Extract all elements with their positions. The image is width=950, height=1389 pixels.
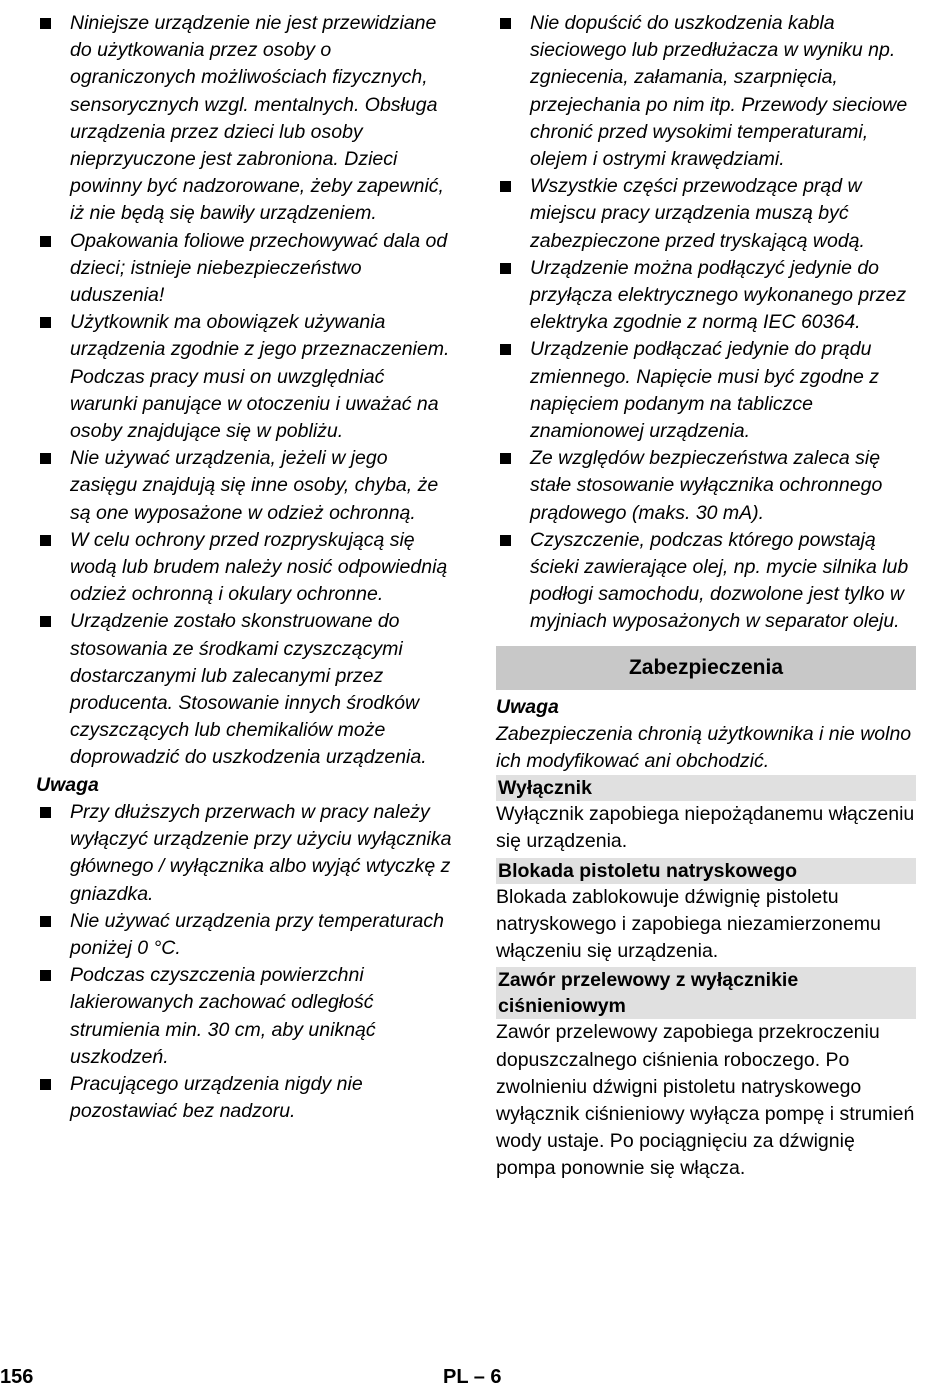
bullet-square-icon [500,535,511,546]
uwaga-heading: Uwaga [36,773,99,796]
list-item: Urządzenie podłączać jedynie do prądu zmiennego. Napięcie musi być zgodne z napięciem podanym na tabliczce znamionowej urządzenia. [496,336,916,445]
list-item: Wszystkie części przewodzące prąd w miejscu pracy urządzenia muszą być zabezpieczone przed tryskającą wodą. [496,173,916,255]
subsection-heading: Wyłącznik [496,775,916,801]
list-item: Opakowania foliowe przechowywać dala od dzieci; istnieje niebezpieczeństwo uduszenia! [36,228,456,310]
list-item: W celu ochrony przed rozpryskującą się wodą lub brudem należy nosić odpowiednią odzież ochronną i okulary ochronne. [36,527,456,609]
bullet-square-icon [500,263,511,274]
bullet-square-icon [500,18,511,29]
list-item: Nie używać urządzenia przy temperaturach poniżej 0 °C. [36,908,456,962]
bullet-square-icon [40,970,51,981]
bullet-square-icon [500,344,511,355]
list-item: Pracującego urządzenia nigdy nie pozostawiać bez nadzoru. [36,1071,456,1125]
bullet-square-icon [40,535,51,546]
list-item: Nie używać urządzenia, jeżeli w jego zasięgu znajdują się inne osoby, chyba, że są one wyposażone w odzież ochronną. [36,445,456,527]
section-title: Zabezpieczenia [496,646,916,690]
bullet-square-icon [40,236,51,247]
list-item: Czyszczenie, podczas którego powstają ścieki zawierające olej, np. mycie silnika lub podłogi samochodu, dozwolone jest tylko w myjniach wyposażonych w separator oleju. [496,527,916,636]
bullet-square-icon [40,18,51,29]
list-item: Niniejsze urządzenie nie jest przewidziane do użytkowania przez osoby o ograniczonych możliwościach fizycznych, sensorycznych wzgl. mentalnych. Obsługa urządzenia przez dzieci lub osoby nieprzyuczone jest zabroniona. Dzieci powinny być nadzorowane, żeby zapewnić, iż nie będą się bawiły urządzeniem. [36,10,456,228]
subsection-heading: Zawór przelewowy z wyłącznikie ciśnieniowym [496,967,916,1019]
list-item: Ze względów bezpieczeństwa zaleca się stałe stosowanie wyłącznika ochronnego prądowego (maks. 30 mA). [496,445,916,527]
subsection-heading: Blokada pistoletu natryskowego [496,858,916,884]
subsection-text: Wyłącznik zapobiega niepożądanemu włączeniu się urządzenia. [496,803,915,853]
list-item: Przy dłuższych przerwach w pracy należy wyłączyć urządzenie przy użyciu wyłącznika głównego / wyłącznika albo wyjąć wtyczkę z gniazdka. [36,799,456,908]
bullet-square-icon [40,916,51,927]
bullet-square-icon [500,453,511,464]
bullet-square-icon [40,616,51,627]
bullet-square-icon [40,453,51,464]
subsection-text: Zawór przelewowy zapobiega przekroczeniu dopuszczalnego ciśnienia roboczego. Po zwolnieniu dźwigni pistoletu natryskowego wyłącznik ciśnieniowy wyłącza pompę i strumień wody ustaje. Po pociągnięciu za dźwignię pompa ponownie się włącza. [496,1021,915,1180]
page-number: 156 [0,1366,34,1388]
uwaga-heading: Uwaga [496,695,559,718]
left-column [36,10,456,1125]
list-item: Urządzenie można podłączyć jedynie do przyłącza elektrycznego wykonanego przez elektryka zgodnie z normą IEC 60364. [496,255,916,337]
right-column [496,10,916,1185]
list-item: Podczas czyszczenia powierzchni lakierowanych zachować odległość strumienia min. 30 cm, aby uniknąć uszkodzeń. [36,962,456,1071]
list-item: Nie dopuścić do uszkodzenia kabla sieciowego lub przedłużacza w wyniku np. zgniecenia, załamania, szarpnięcia, przejechania po nim itp. Przewody sieciowe chronić przed wysokimi temperaturami, olejem i ostrymi krawędziami. [496,10,916,173]
language-page-label: PL – 6 [443,1366,502,1388]
bullet-square-icon [40,1079,51,1090]
bullet-square-icon [40,807,51,818]
bullet-square-icon [40,317,51,328]
list-item: Użytkownik ma obowiązek używania urządzenia zgodnie z jego przeznaczeniem. Podczas pracy musi on uwzględniać warunki panujące w otoczeniu i uważać na osoby znajdujące się w pobliżu. [36,309,456,445]
bullet-square-icon [500,181,511,192]
list-item: Urządzenie zostało skonstruowane do stosowania ze środkami czyszczącymi dostarczanymi lub zalecanymi przez producenta. Stosowanie innych środków czyszczących lub chemikaliów może doprowadzić do uszkodzenia urządzenia. [36,608,456,771]
subsection-text: Blokada zablokowuje dźwignię pistoletu natryskowego i zapobiega niezamierzonemu włączeniu się urządzenia. [496,885,881,963]
uwaga-text: Zabezpieczenia chronią użytkownika i nie wolno ich modyfikować ani obchodzić. [496,722,912,773]
